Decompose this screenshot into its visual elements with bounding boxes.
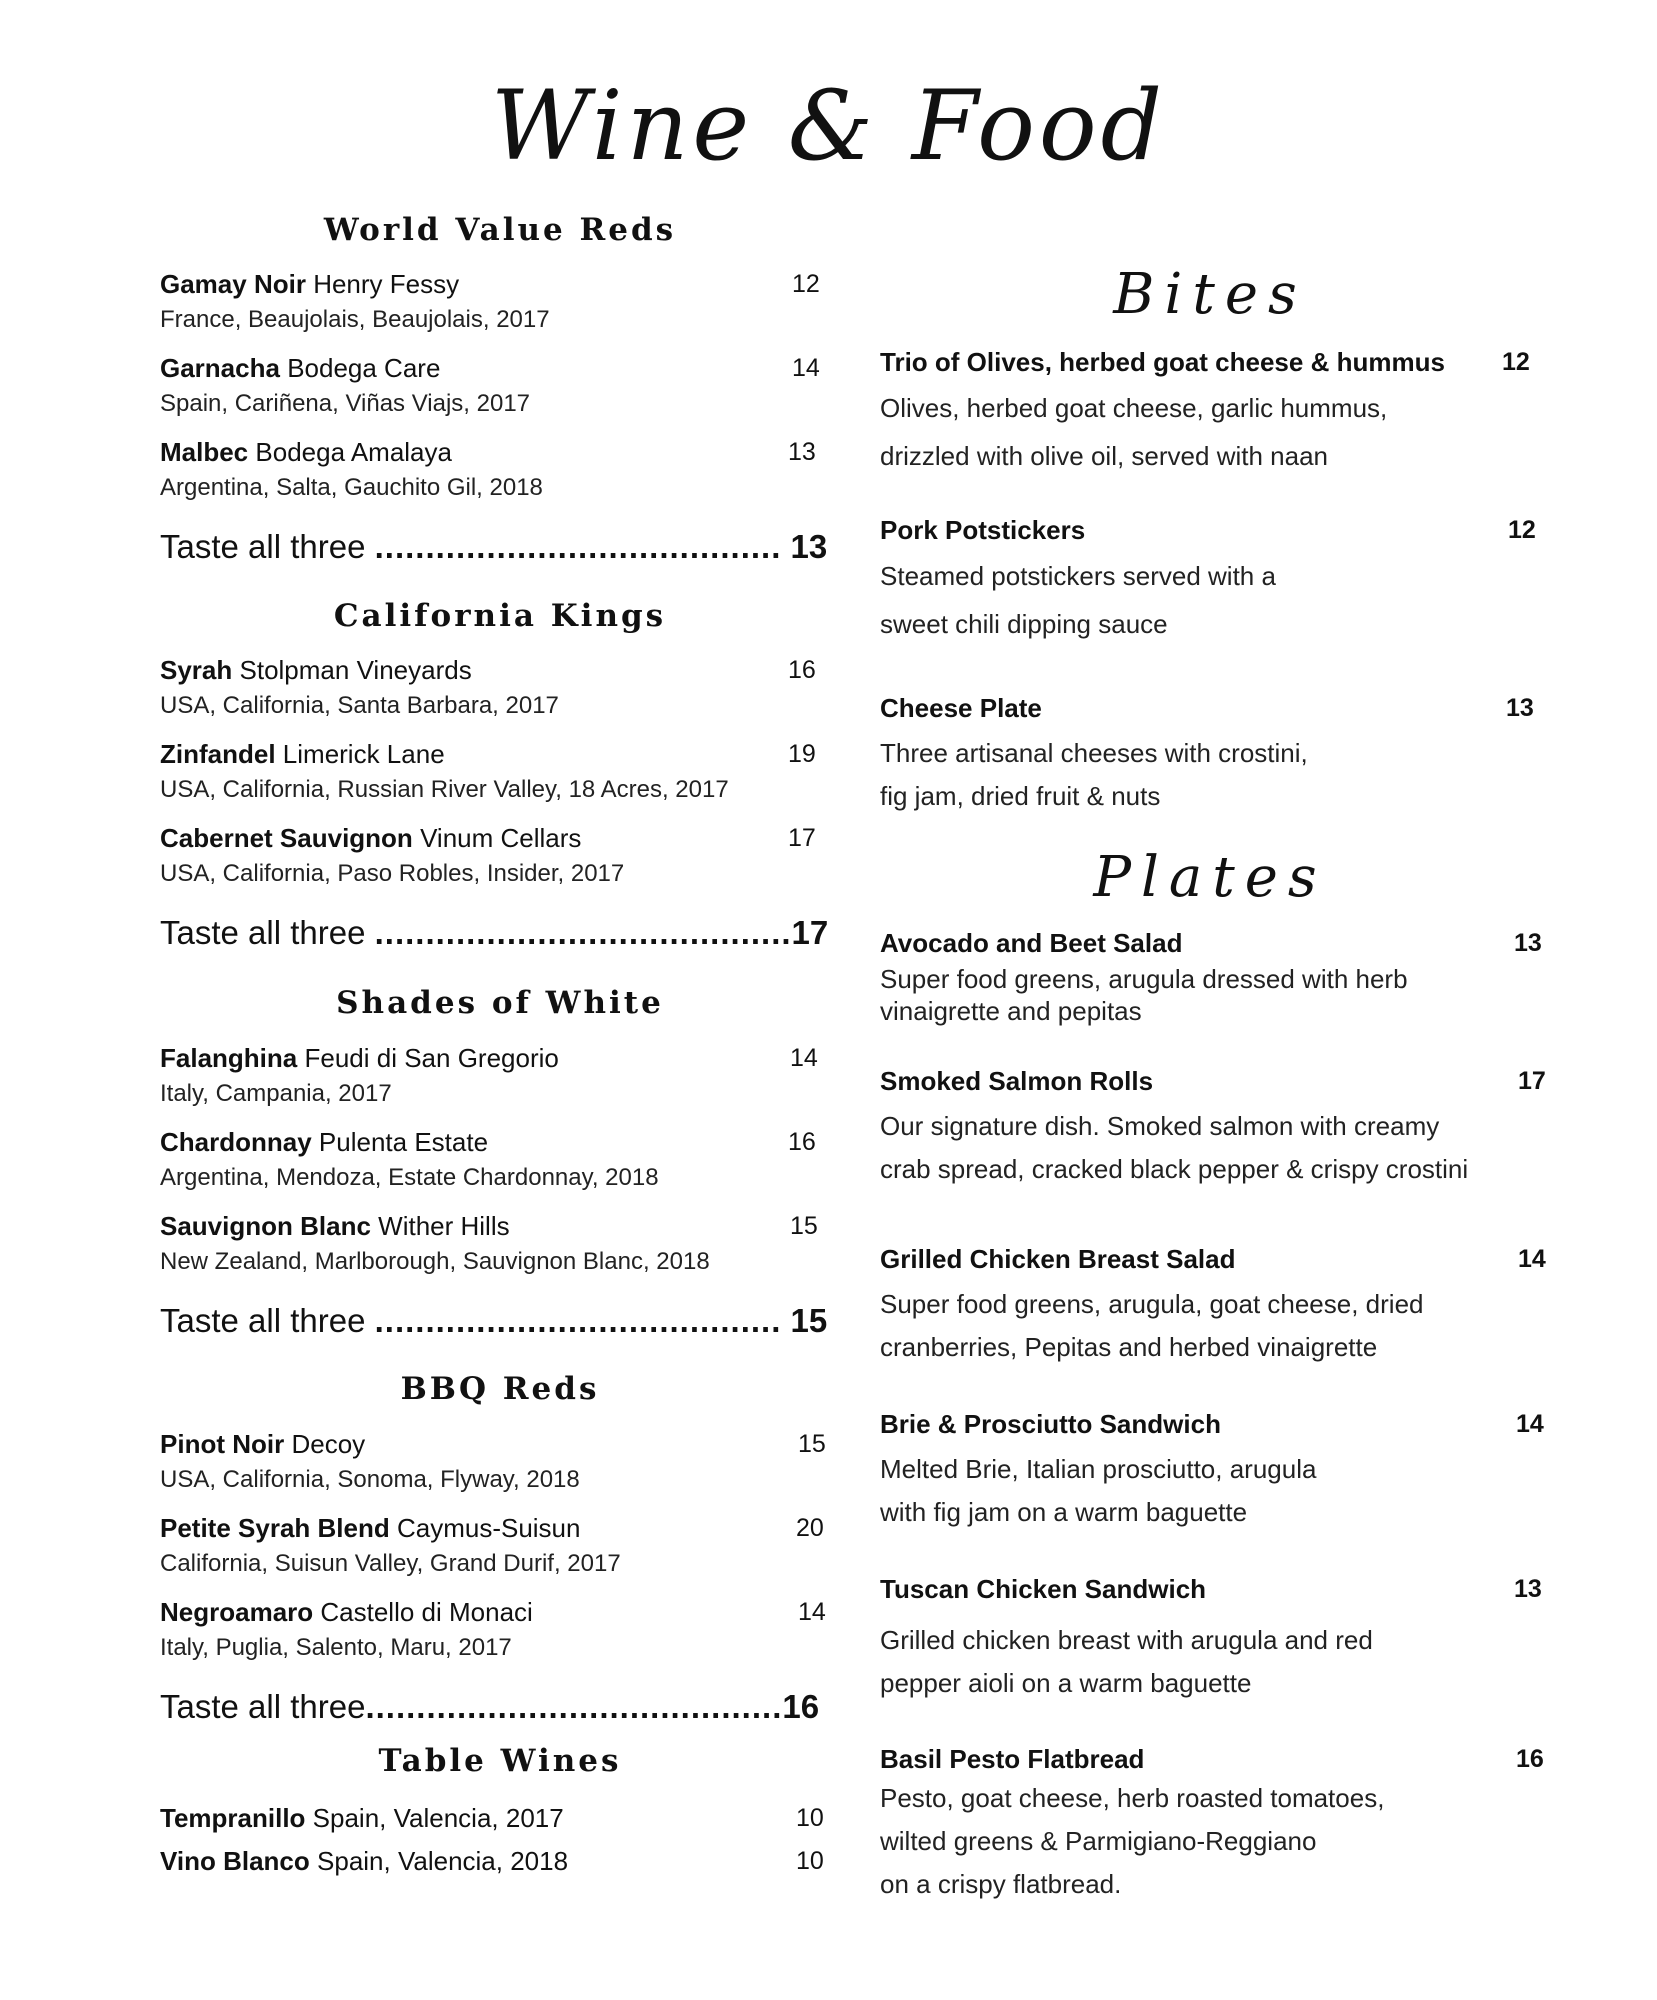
wine-item bbox=[160, 1208, 840, 1280]
wine-producer: Limerick Lane bbox=[282, 739, 445, 769]
wine-name: Petite Syrah Blend bbox=[160, 1513, 390, 1543]
wine-item bbox=[160, 820, 840, 892]
dish-description: Steamed potstickers served with a sweet chili dipping sauce bbox=[880, 561, 1276, 639]
wine-name: Falanghina bbox=[160, 1043, 298, 1073]
dish-description: Our signature dish. Smoked salmon with creamy crab spread, cracked black pepper & crispy crostini bbox=[880, 1111, 1469, 1184]
wine-item bbox=[160, 1510, 840, 1582]
dish-price: 14 bbox=[1518, 1245, 1546, 1273]
wine-origin: New Zealand, Marlborough, Sauvignon Blanc, 2018 bbox=[160, 1248, 710, 1275]
wine-origin: Argentina, Salta, Gauchito Gil, 2018 bbox=[160, 474, 543, 501]
wine-origin: Italy, Campania, 2017 bbox=[160, 1080, 392, 1107]
dish-description: Melted Brie, Italian prosciutto, arugula with fig jam on a warm baguette bbox=[880, 1454, 1317, 1527]
taste-price: 17 bbox=[791, 914, 829, 951]
section-heading-world-value-reds: World Value Reds bbox=[323, 212, 677, 248]
wine-origin: France, Beaujolais, Beaujolais, 2017 bbox=[160, 306, 550, 333]
wine-origin: Spain, Valencia, 2018 bbox=[317, 1846, 569, 1876]
wine-producer: Vinum Cellars bbox=[420, 823, 582, 853]
dish-price: 14 bbox=[1516, 1410, 1544, 1438]
wine-price: 20 bbox=[796, 1514, 824, 1542]
taste-all-three bbox=[160, 1687, 840, 1727]
dish-description: Pesto, goat cheese, herb roasted tomatoes, wilted greens & Parmigiano-Reggiano on a crispy flatbread. bbox=[880, 1783, 1385, 1899]
wine-price: 14 bbox=[798, 1598, 826, 1626]
dish-name: Brie & Prosciutto Sandwich bbox=[880, 1409, 1221, 1439]
dish-price: 16 bbox=[1516, 1745, 1544, 1773]
section-heading-bbq-reds: BBQ Reds bbox=[400, 1371, 600, 1407]
wine-producer: Decoy bbox=[291, 1429, 366, 1459]
dish-price: 13 bbox=[1506, 694, 1534, 722]
taste-all-three bbox=[160, 913, 840, 953]
wine-name: Cabernet Sauvignon bbox=[160, 823, 413, 853]
taste-label: Taste all three bbox=[160, 1302, 366, 1339]
wine-name: Sauvignon Blanc bbox=[160, 1211, 371, 1241]
menu-item bbox=[880, 925, 1560, 1027]
wine-item bbox=[160, 434, 840, 506]
menu-item bbox=[880, 1241, 1560, 1369]
wine-item bbox=[160, 266, 840, 338]
wine-name: Zinfandel bbox=[160, 739, 276, 769]
wine-item bbox=[160, 652, 840, 724]
wine-price: 12 bbox=[792, 270, 820, 298]
menu-item bbox=[880, 344, 1560, 480]
dish-name: Basil Pesto Flatbread bbox=[880, 1744, 1145, 1774]
wine-price: 15 bbox=[790, 1212, 818, 1240]
wine-producer: Pulenta Estate bbox=[318, 1127, 489, 1157]
taste-label: Taste all three bbox=[160, 914, 366, 951]
dish-name: Smoked Salmon Rolls bbox=[880, 1066, 1154, 1096]
dish-name: Pork Potstickers bbox=[880, 515, 1086, 545]
wine-item bbox=[160, 736, 840, 808]
wine-name: Chardonnay bbox=[160, 1127, 312, 1157]
dish-price: 13 bbox=[1514, 1575, 1542, 1603]
menu-item bbox=[880, 1063, 1560, 1191]
dish-price: 17 bbox=[1518, 1067, 1546, 1095]
wine-producer: Bodega Care bbox=[287, 353, 441, 383]
wine-origin: USA, California, Sonoma, Flyway, 2018 bbox=[160, 1466, 580, 1493]
wine-item bbox=[160, 1800, 840, 1836]
wine-origin: Spain, Cariñena, Viñas Viajs, 2017 bbox=[160, 390, 531, 417]
taste-dots: ......................................... bbox=[374, 914, 792, 951]
wine-item bbox=[160, 1124, 840, 1196]
dish-price: 12 bbox=[1502, 348, 1530, 376]
wine-price: 16 bbox=[788, 1128, 816, 1156]
menu-item bbox=[880, 1741, 1560, 1906]
wine-name: Pinot Noir bbox=[160, 1429, 285, 1459]
dish-name: Grilled Chicken Breast Salad bbox=[880, 1244, 1236, 1274]
wine-price: 17 bbox=[788, 824, 816, 852]
dish-description: Super food greens, arugula dressed with herb vinaigrette and pepitas bbox=[880, 964, 1408, 1026]
wine-origin: USA, California, Russian River Valley, 18 Acres, 2017 bbox=[160, 776, 729, 803]
dish-description: Super food greens, arugula, goat cheese, dried cranberries, Pepitas and herbed vinaigrette bbox=[880, 1289, 1424, 1362]
menu-title: Wine & Food bbox=[490, 70, 1167, 182]
taste-dots: ........................................ bbox=[374, 528, 782, 565]
wine-name: Tempranillo bbox=[160, 1803, 306, 1833]
wine-producer: Stolpman Vineyards bbox=[239, 655, 472, 685]
dish-description: Three artisanal cheeses with crostini, fig jam, dried fruit & nuts bbox=[880, 738, 1308, 811]
menu-item bbox=[880, 1406, 1560, 1534]
wine-price: 16 bbox=[788, 656, 816, 684]
section-heading-shades-of-white: Shades of White bbox=[336, 985, 664, 1021]
wine-origin: Argentina, Mendoza, Estate Chardonnay, 2018 bbox=[160, 1164, 659, 1191]
wine-item bbox=[160, 350, 840, 422]
dish-price: 12 bbox=[1508, 516, 1536, 544]
wine-price: 19 bbox=[788, 740, 816, 768]
wine-item bbox=[160, 1040, 840, 1112]
wine-name: Gamay Noir bbox=[160, 269, 306, 299]
taste-label: Taste all three bbox=[160, 528, 366, 565]
taste-dots: ........................................ bbox=[374, 1302, 782, 1339]
wine-origin: USA, California, Santa Barbara, 2017 bbox=[160, 692, 559, 719]
wine-price: 10 bbox=[796, 1847, 824, 1875]
wine-name: Malbec bbox=[160, 437, 249, 467]
dish-name: Tuscan Chicken Sandwich bbox=[880, 1574, 1207, 1604]
section-heading-table-wines: Table Wines bbox=[378, 1743, 622, 1779]
dish-description: Grilled chicken breast with arugula and red pepper aioli on a warm baguette bbox=[880, 1625, 1373, 1698]
wine-name: Vino Blanco bbox=[160, 1846, 310, 1876]
wine-item bbox=[160, 1426, 840, 1498]
wine-item bbox=[160, 1843, 840, 1879]
wine-name: Syrah bbox=[160, 655, 233, 685]
wine-name: Negroamaro bbox=[160, 1597, 314, 1627]
taste-price: 15 bbox=[781, 1302, 828, 1339]
taste-label: Taste all three bbox=[160, 1688, 366, 1725]
wine-producer: Wither Hills bbox=[378, 1211, 510, 1241]
wine-producer: Henry Fessy bbox=[313, 269, 460, 299]
wine-producer: Feudi di San Gregorio bbox=[304, 1043, 559, 1073]
taste-dots: ......................................... bbox=[365, 1688, 783, 1725]
section-heading-california-kings: California Kings bbox=[333, 598, 667, 634]
menu-item bbox=[880, 1571, 1560, 1705]
wine-origin: Italy, Puglia, Salento, Maru, 2017 bbox=[160, 1634, 512, 1661]
wine-producer: Caymus-Suisun bbox=[396, 1513, 581, 1543]
section-heading-plates: Plates bbox=[1093, 845, 1327, 910]
wine-price: 15 bbox=[798, 1430, 826, 1458]
menu-item bbox=[880, 690, 1560, 818]
dish-price: 13 bbox=[1514, 929, 1542, 957]
wine-item bbox=[160, 1594, 840, 1666]
menu-item bbox=[880, 512, 1560, 648]
wine-price: 10 bbox=[796, 1804, 824, 1832]
wine-price: 13 bbox=[788, 438, 816, 466]
taste-price: 13 bbox=[781, 528, 828, 565]
wine-price: 14 bbox=[792, 354, 820, 382]
wine-origin: Spain, Valencia, 2017 bbox=[312, 1803, 564, 1833]
dish-name: Trio of Olives, herbed goat cheese & hummus bbox=[880, 347, 1445, 377]
taste-all-three bbox=[160, 1301, 840, 1341]
wine-origin: USA, California, Paso Robles, Insider, 2017 bbox=[160, 860, 625, 887]
wine-name: Garnacha bbox=[160, 353, 280, 383]
wine-producer: Castello di Monaci bbox=[320, 1597, 533, 1627]
section-heading-bites: Bites bbox=[1113, 262, 1307, 327]
dish-name: Cheese Plate bbox=[880, 693, 1042, 723]
taste-all-three bbox=[160, 527, 840, 567]
dish-description: Olives, herbed goat cheese, garlic hummus, drizzled with olive oil, served with naan bbox=[880, 393, 1388, 471]
dish-name: Avocado and Beet Salad bbox=[880, 928, 1183, 958]
wine-origin: California, Suisun Valley, Grand Durif, 2017 bbox=[160, 1550, 621, 1577]
wine-price: 14 bbox=[790, 1044, 818, 1072]
taste-price: 16 bbox=[782, 1688, 820, 1725]
wine-producer: Bodega Amalaya bbox=[255, 437, 452, 467]
